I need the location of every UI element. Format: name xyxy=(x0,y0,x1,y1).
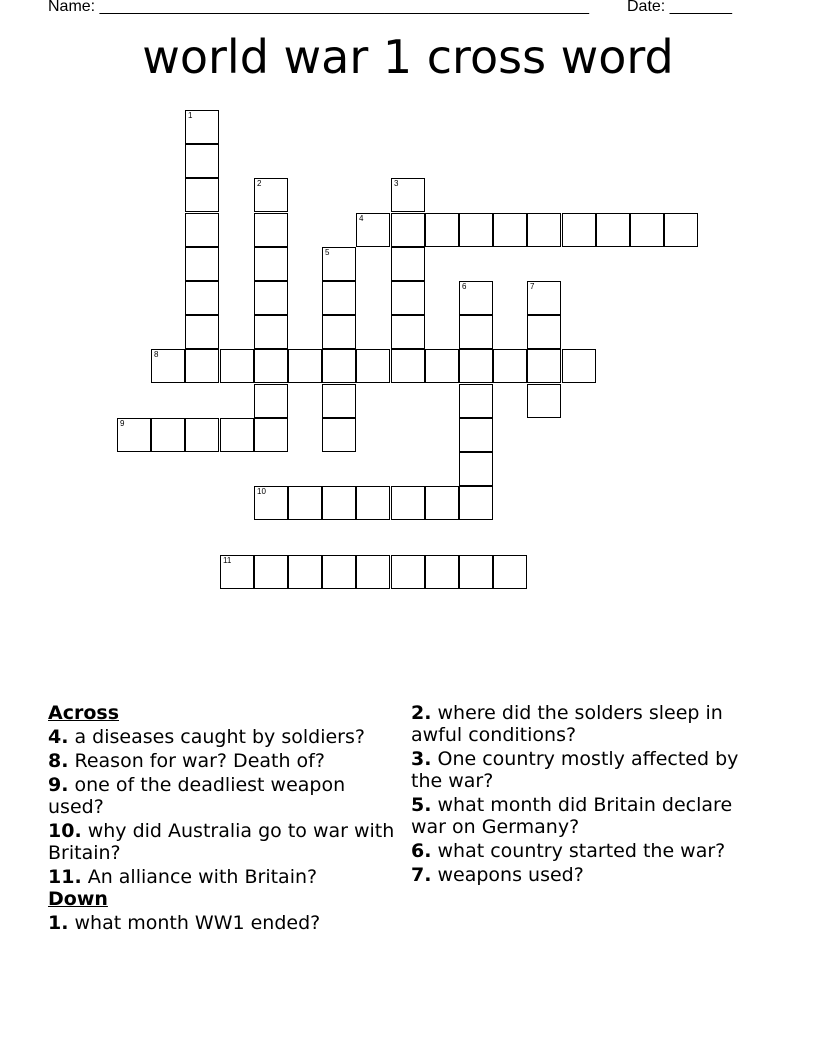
crossword-cell[interactable] xyxy=(254,486,288,520)
down-heading: Down xyxy=(48,888,108,910)
clue-number: 11. xyxy=(48,866,82,888)
crossword-cell[interactable] xyxy=(459,213,493,247)
clue-across-11 xyxy=(48,866,398,888)
clues-left-column xyxy=(48,702,398,934)
crossword-cell[interactable] xyxy=(288,349,322,383)
clue-text: Reason for war? Death of? xyxy=(68,750,325,772)
clue-down-6 xyxy=(411,840,771,862)
cell-number: 10 xyxy=(257,487,266,496)
crossword-cell[interactable] xyxy=(493,555,527,589)
cell-number: 4 xyxy=(359,214,364,223)
crossword-cell[interactable] xyxy=(288,486,322,520)
page-title: world war 1 cross word xyxy=(142,30,674,84)
cell-number: 3 xyxy=(394,179,399,188)
crossword-cell[interactable] xyxy=(459,486,493,520)
crossword-cell[interactable] xyxy=(220,555,254,589)
name-field-label: Name: _______________________________________________________ xyxy=(48,0,589,15)
crossword-cell[interactable] xyxy=(356,555,390,589)
crossword-cell[interactable] xyxy=(527,315,561,349)
cell-number: 8 xyxy=(154,350,159,359)
clue-number: 4. xyxy=(48,726,69,748)
crossword-cell[interactable] xyxy=(527,281,561,315)
crossword-cell[interactable] xyxy=(254,418,288,452)
crossword-cell[interactable] xyxy=(493,349,527,383)
crossword-cell[interactable] xyxy=(425,213,459,247)
crossword-cell[interactable] xyxy=(185,247,219,281)
crossword-cell[interactable] xyxy=(459,315,493,349)
crossword-cell[interactable] xyxy=(459,349,493,383)
crossword-cell[interactable] xyxy=(151,418,185,452)
cell-number: 11 xyxy=(223,556,232,565)
crossword-cell[interactable] xyxy=(630,213,664,247)
crossword-cell[interactable] xyxy=(185,349,219,383)
crossword-cell[interactable] xyxy=(254,555,288,589)
crossword-cell[interactable] xyxy=(459,555,493,589)
clue-number: 1. xyxy=(48,912,69,934)
crossword-cell[interactable] xyxy=(220,349,254,383)
cell-number: 1 xyxy=(188,111,193,120)
crossword-cell[interactable] xyxy=(220,418,254,452)
across-heading: Across xyxy=(48,702,120,724)
crossword-cell[interactable] xyxy=(391,213,425,247)
crossword-cell[interactable] xyxy=(322,315,356,349)
clue-number: 9. xyxy=(48,774,69,796)
crossword-cell[interactable] xyxy=(596,213,630,247)
crossword-cell[interactable] xyxy=(391,555,425,589)
crossword-cell[interactable] xyxy=(254,349,288,383)
crossword-cell[interactable] xyxy=(322,418,356,452)
clue-text: one of the deadliest weapon used? xyxy=(48,774,346,818)
clue-down-3 xyxy=(411,748,771,792)
cell-number: 6 xyxy=(462,282,467,291)
clue-text: where did the solders sleep in awful conditions? xyxy=(411,702,723,746)
crossword-cell[interactable] xyxy=(425,555,459,589)
crossword-cell[interactable] xyxy=(185,110,219,144)
crossword-cell[interactable] xyxy=(254,178,288,212)
crossword-cell[interactable] xyxy=(151,349,185,383)
crossword-cell[interactable] xyxy=(391,178,425,212)
clues-right-column xyxy=(411,702,771,886)
crossword-cell[interactable] xyxy=(356,486,390,520)
clue-number: 6. xyxy=(411,840,432,862)
clue-down-5 xyxy=(411,794,771,838)
clue-text: what month did Britain declare war on Germany? xyxy=(411,794,733,838)
clue-number: 10. xyxy=(48,820,82,842)
clue-down-7 xyxy=(411,864,771,886)
clue-text: what country started the war? xyxy=(431,840,726,862)
crossword-cell[interactable] xyxy=(391,281,425,315)
crossword-cell[interactable] xyxy=(185,144,219,178)
crossword-cell[interactable] xyxy=(322,247,356,281)
crossword-cell[interactable] xyxy=(254,247,288,281)
crossword-cell[interactable] xyxy=(117,418,151,452)
crossword-cell[interactable] xyxy=(459,281,493,315)
crossword-cell[interactable] xyxy=(425,349,459,383)
clue-text: weapons used? xyxy=(431,864,584,886)
crossword-cell[interactable] xyxy=(322,486,356,520)
crossword-cell[interactable] xyxy=(493,213,527,247)
crossword-cell[interactable] xyxy=(527,213,561,247)
crossword-cell[interactable] xyxy=(185,178,219,212)
crossword-cell[interactable] xyxy=(425,486,459,520)
crossword-cell[interactable] xyxy=(356,349,390,383)
clue-across-8 xyxy=(48,750,398,772)
clue-down-2 xyxy=(411,702,771,746)
clue-text: why did Australia go to war with Britain? xyxy=(48,820,395,864)
date-field-label: Date: _______ xyxy=(627,0,732,15)
clue-number: 2. xyxy=(411,702,432,724)
crossword-cell[interactable] xyxy=(322,349,356,383)
clue-across-10 xyxy=(48,820,398,864)
clue-text: a diseases caught by soldiers? xyxy=(68,726,365,748)
crossword-cell[interactable] xyxy=(322,281,356,315)
crossword-cell[interactable] xyxy=(527,349,561,383)
crossword-cell[interactable] xyxy=(459,418,493,452)
cell-number: 7 xyxy=(530,282,535,291)
clue-number: 3. xyxy=(411,748,432,770)
clue-number: 5. xyxy=(411,794,432,816)
crossword-cell[interactable] xyxy=(185,315,219,349)
cell-number: 9 xyxy=(120,419,125,428)
clue-number: 8. xyxy=(48,750,69,772)
clue-text: One country mostly affected by the war? xyxy=(411,748,739,792)
crossword-cell[interactable] xyxy=(254,384,288,418)
cell-number: 5 xyxy=(325,248,330,257)
clue-text: what month WW1 ended? xyxy=(68,912,321,934)
crossword-cell[interactable] xyxy=(391,315,425,349)
crossword-cell[interactable] xyxy=(254,315,288,349)
clue-down-1 xyxy=(48,912,398,934)
clue-text: An alliance with Britain? xyxy=(81,866,318,888)
crossword-cell[interactable] xyxy=(254,281,288,315)
crossword-cell[interactable] xyxy=(664,213,698,247)
clue-across-4 xyxy=(48,726,398,748)
crossword-cell[interactable] xyxy=(391,486,425,520)
crossword-cell[interactable] xyxy=(254,213,288,247)
crossword-cell[interactable] xyxy=(562,349,596,383)
crossword-cell[interactable] xyxy=(459,384,493,418)
crossword-cell[interactable] xyxy=(185,213,219,247)
crossword-cell[interactable] xyxy=(562,213,596,247)
crossword-cell[interactable] xyxy=(459,452,493,486)
cell-number: 2 xyxy=(257,179,262,188)
crossword-cell[interactable] xyxy=(391,349,425,383)
clue-number: 7. xyxy=(411,864,432,886)
crossword-cell[interactable] xyxy=(391,247,425,281)
crossword-cell[interactable] xyxy=(288,555,322,589)
crossword-cell[interactable] xyxy=(185,418,219,452)
clue-across-9 xyxy=(48,774,398,818)
crossword-cell[interactable] xyxy=(322,555,356,589)
crossword-cell[interactable] xyxy=(527,384,561,418)
crossword-cell[interactable] xyxy=(356,213,390,247)
crossword-cell[interactable] xyxy=(185,281,219,315)
crossword-cell[interactable] xyxy=(322,384,356,418)
